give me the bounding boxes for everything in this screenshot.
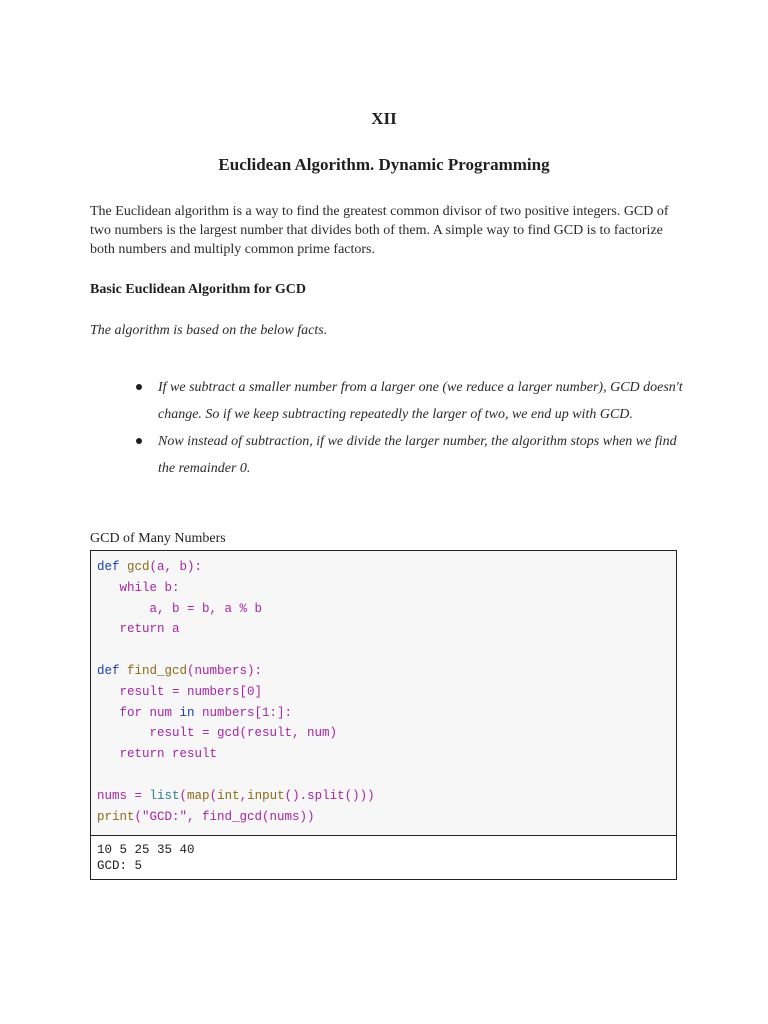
code-token: ( [209,788,218,803]
code-token: a [172,622,180,637]
code-box [90,550,677,880]
lead-text: The algorithm is based on the below facts. [90,323,328,338]
code-token: return [97,622,173,637]
code-token: nums = [97,788,150,803]
code-line [97,557,676,578]
code-token: in [179,705,203,720]
code-output [91,836,676,874]
code-line [97,578,676,599]
code-block [91,551,676,836]
code-line [97,640,676,661]
section-heading: Basic Euclidean Algorithm for GCD [90,282,306,297]
code-token: ().split())) [284,788,375,803]
bullet-icon [136,438,142,444]
chapter-number: XII [371,109,397,128]
fact-item [130,428,690,482]
intro-paragraph: The Euclidean algorithm is a way to find the greatest common divisor of two positive integers. GCD of two numbers is the largest number that divides both of them. A simple way to find GCD is to factorize both numbers and multiply common prime factors. [90,204,669,257]
code-token: int [217,788,240,803]
code-line [97,682,676,703]
code-line [97,599,676,620]
code-token: map [187,788,210,803]
code-line [97,661,676,682]
code-token: list [149,788,180,803]
output-line: 10 5 25 35 40 [97,843,195,857]
facts-list [130,374,690,482]
code-line [97,765,676,786]
code-token: def [97,560,128,574]
code-token: b: [164,580,180,595]
code-token: return [97,747,173,762]
bullet-icon [136,384,142,390]
code-token: (numbers): [187,663,263,678]
fact-text: Now instead of subtraction, if we divide the larger number, the algorithm stops when we find the remainder 0. [158,434,677,476]
code-line [97,786,676,807]
code-token: gcd [127,560,150,574]
chapter-title: Euclidean Algorithm. Dynamic Programming [218,155,550,174]
code-token: result [172,747,218,762]
code-token: result = gcd(result, num) [97,726,338,741]
code-token: a, b = b, a % b [97,601,263,616]
code-token: while [97,580,165,595]
code-token: input [247,788,285,803]
code-token: result = numbers[0] [97,684,263,699]
code-line [97,807,676,828]
code-line [97,619,676,640]
code-token: numbers[1:]: [202,705,293,720]
fact-text: If we subtract a smaller number from a larger one (we reduce a larger number), GCD doesn't change. So if we keep subtracting repeatedly the larger of two, we end up with GCD. [158,380,683,422]
code-token: ("GCD:", find_gcd(nums)) [134,809,315,824]
code-line [97,703,676,724]
output-line: GCD: 5 [97,859,143,873]
code-token: def [97,663,128,678]
code-line [97,723,676,744]
code-token: print [97,809,135,824]
code-token: for [97,705,150,720]
code-token: (a, b): [149,560,203,574]
code-caption: GCD of Many Numbers [90,531,226,546]
code-token: , [239,788,248,803]
code-token: ( [179,788,188,803]
code-token: num [149,705,180,720]
code-line [97,744,676,765]
code-token: find_gcd [127,663,188,678]
fact-item [130,374,690,428]
